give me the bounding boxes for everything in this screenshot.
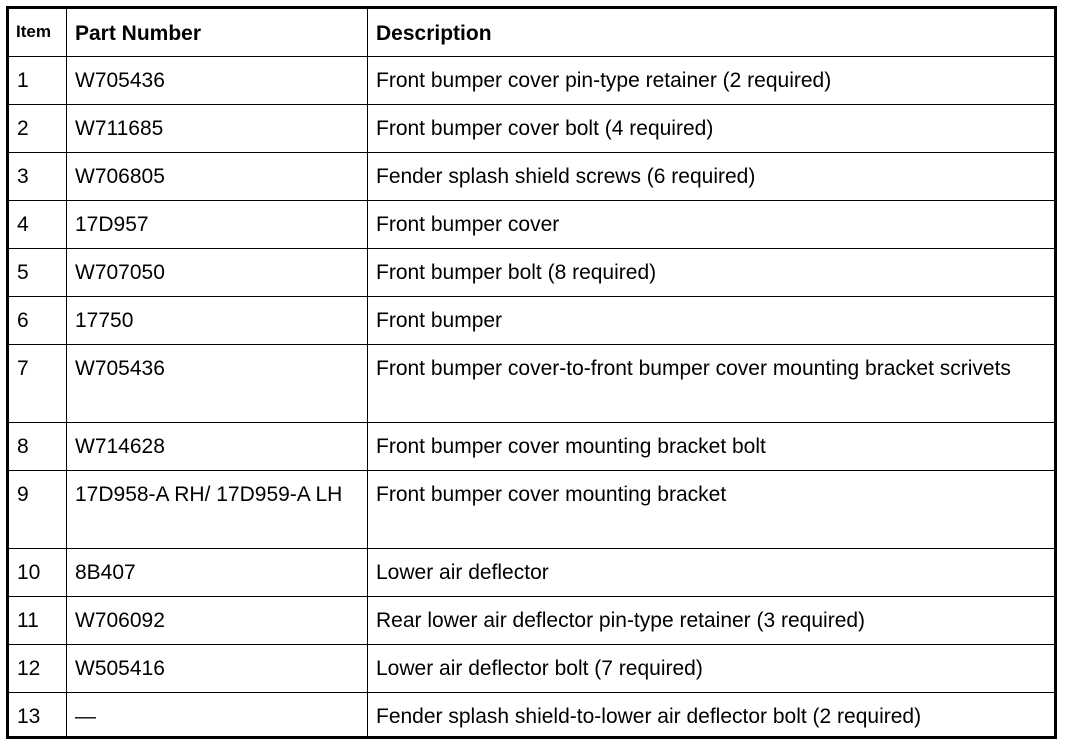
header-item: Item (8, 8, 67, 57)
table-row (8, 693, 1056, 738)
table-row (8, 345, 1056, 423)
table-row (8, 423, 1056, 471)
part-number-cell: W706805 (67, 153, 368, 201)
table-row (8, 597, 1056, 645)
table-row (8, 645, 1056, 693)
part-number-cell: 17D957 (67, 201, 368, 249)
item-cell: 12 (8, 645, 67, 693)
description-cell: Rear lower air deflector pin-type retainer (3 required) (368, 597, 1056, 645)
part-number-cell: W707050 (67, 249, 368, 297)
description-cell: Lower air deflector bolt (7 required) (368, 645, 1056, 693)
item-cell: 13 (8, 693, 67, 738)
description-cell: Front bumper cover mounting bracket bolt (368, 423, 1056, 471)
part-number-cell: 8B407 (67, 549, 368, 597)
table-row (8, 57, 1056, 105)
header-row (8, 8, 1056, 57)
table-row (8, 549, 1056, 597)
part-number-cell: — (67, 693, 368, 738)
header-description: Description (368, 8, 1056, 57)
item-cell: 3 (8, 153, 67, 201)
description-cell: Front bumper cover mounting bracket (368, 471, 1056, 549)
part-number-cell: 17D958-A RH/ 17D959-A LH (67, 471, 368, 549)
item-cell: 6 (8, 297, 67, 345)
item-cell: 1 (8, 57, 67, 105)
description-cell: Front bumper (368, 297, 1056, 345)
part-number-cell: W705436 (67, 345, 368, 423)
table-row (8, 249, 1056, 297)
part-number-cell: 17750 (67, 297, 368, 345)
table-row (8, 153, 1056, 201)
item-cell: 9 (8, 471, 67, 549)
item-cell: 8 (8, 423, 67, 471)
description-cell: Front bumper cover-to-front bumper cover mounting bracket scrivets (368, 345, 1056, 423)
description-cell: Fender splash shield-to-lower air deflector bolt (2 required) (368, 693, 1056, 738)
table-row (8, 105, 1056, 153)
description-cell: Front bumper cover pin-type retainer (2 required) (368, 57, 1056, 105)
part-number-cell: W711685 (67, 105, 368, 153)
item-cell: 5 (8, 249, 67, 297)
item-cell: 10 (8, 549, 67, 597)
part-number-cell: W705436 (67, 57, 368, 105)
item-cell: 11 (8, 597, 67, 645)
description-cell: Front bumper cover bolt (4 required) (368, 105, 1056, 153)
table-row (8, 297, 1056, 345)
part-number-cell: W706092 (67, 597, 368, 645)
part-number-cell: W505416 (67, 645, 368, 693)
item-cell: 2 (8, 105, 67, 153)
description-cell: Lower air deflector (368, 549, 1056, 597)
table-row (8, 201, 1056, 249)
table-row (8, 471, 1056, 549)
part-number-cell: W714628 (67, 423, 368, 471)
parts-table (6, 6, 1057, 739)
description-cell: Front bumper bolt (8 required) (368, 249, 1056, 297)
description-cell: Fender splash shield screws (6 required) (368, 153, 1056, 201)
description-cell: Front bumper cover (368, 201, 1056, 249)
header-part-number: Part Number (67, 8, 368, 57)
item-cell: 4 (8, 201, 67, 249)
item-cell: 7 (8, 345, 67, 423)
